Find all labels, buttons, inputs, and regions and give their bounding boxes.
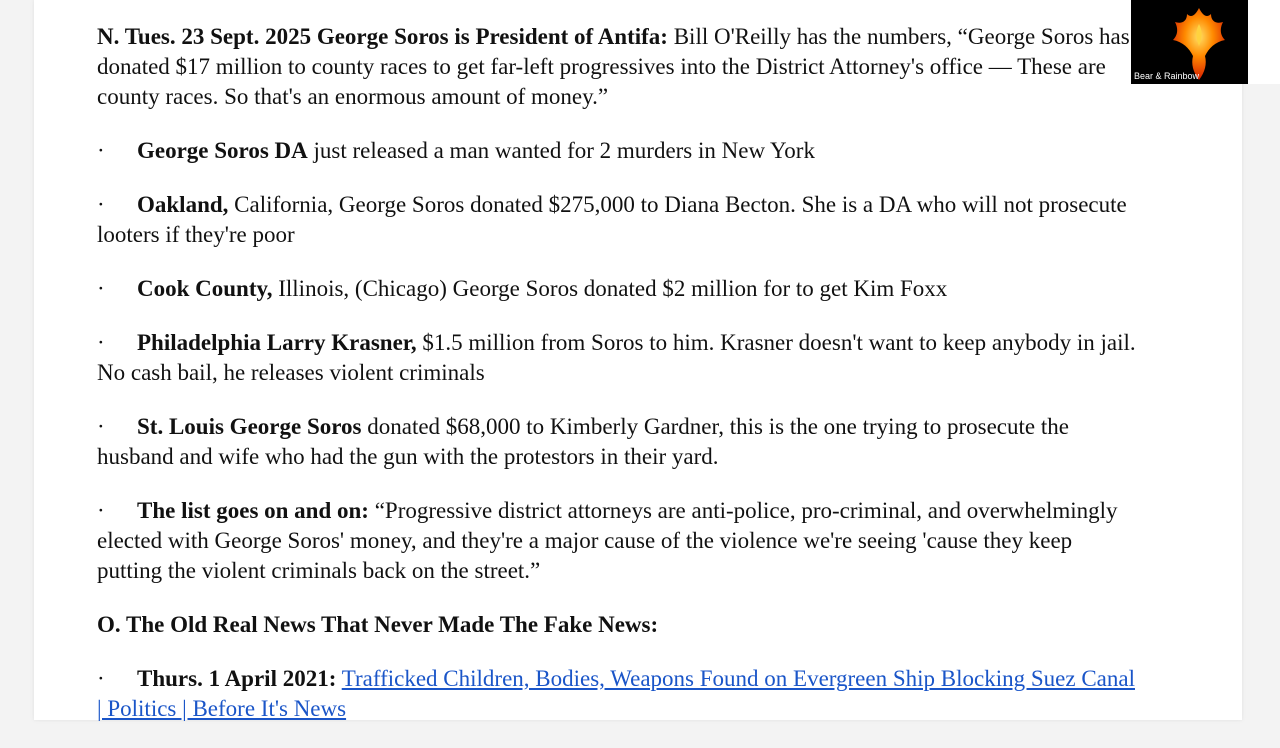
last-item [97, 664, 1137, 724]
bullet-item-4 [97, 328, 1137, 388]
bullet-item-6 [97, 496, 1137, 586]
bullet-dot: · [97, 330, 105, 355]
bullet-6-text: “Progressive district attorneys are anti-police, pro-criminal, and overwhelmingly elected with George Soros' money, and they're a major cause of the violence we're seeing 'cause they keep putting the violent criminals back on the street.” [97, 498, 1118, 583]
bullet-5-text: donated $68,000 to Kimberly Gardner, this is the one trying to prosecute the husband and wife who had the gun with the protestors in their yard. [97, 414, 1069, 469]
video-overlay [1131, 0, 1248, 84]
bullet-4-text: $1.5 million from Soros to him. Krasner doesn't want to keep anybody in jail. No cash bail, he releases violent criminals [97, 330, 1136, 385]
bullet-item-1 [97, 136, 1137, 166]
bullet-dot: · [97, 192, 105, 217]
bullet-item-5 [97, 412, 1137, 472]
bullet-item-3 [97, 274, 1137, 304]
right-edge-strip [1248, 0, 1280, 84]
bullet-4-bold: Philadelphia Larry Krasner, [137, 330, 417, 355]
bullet-3-text: Illinois, (Chicago) George Soros donated $2 million for to get Kim Foxx [272, 276, 948, 301]
bullet-6-bold: The list goes on and on: [137, 498, 369, 523]
document-content [97, 22, 1137, 748]
intro-text: Bill O'Reilly has the numbers, “George Soros has donated $17 million to county races to get far-left progressives into the District Attorney's office — These are county races. So that's an enormous amount of money.” [97, 24, 1130, 109]
bullet-dot: · [97, 666, 105, 691]
bullet-dot: · [97, 276, 105, 301]
bullet-dot: · [97, 138, 105, 163]
video-overlay-label: Bear & Rainbow [1134, 71, 1200, 81]
bullet-1-text: just released a man wanted for 2 murders in New York [307, 138, 815, 163]
bullet-1-bold: George Soros DA [137, 138, 308, 163]
article-link[interactable]: Trafficked Children, Bodies, Weapons Found on Evergreen Ship Blocking Suez Canal | Politics | Before It's News [97, 666, 1135, 721]
bullet-3-bold: Cook County, [137, 276, 273, 301]
bullet-dot: · [97, 414, 105, 439]
bullet-2-bold: Oakland, [137, 192, 229, 217]
bullet-dot: · [97, 498, 105, 523]
bullet-item-2 [97, 190, 1137, 250]
intro-paragraph [97, 22, 1137, 112]
intro-heading: N. Tues. 23 Sept. 2025 George Soros is President of Antifa: [97, 24, 668, 49]
section-heading: O. The Old Real News That Never Made The Fake News: [97, 612, 659, 637]
bullet-5-bold: St. Louis George Soros [137, 414, 362, 439]
last-item-date: Thurs. 1 April 2021: [137, 666, 337, 691]
bullet-2-text: California, George Soros donated $275,000 to Diana Becton. She is a DA who will not prosecute looters if they're poor [97, 192, 1127, 247]
phoenix-logo-icon [1169, 2, 1229, 82]
